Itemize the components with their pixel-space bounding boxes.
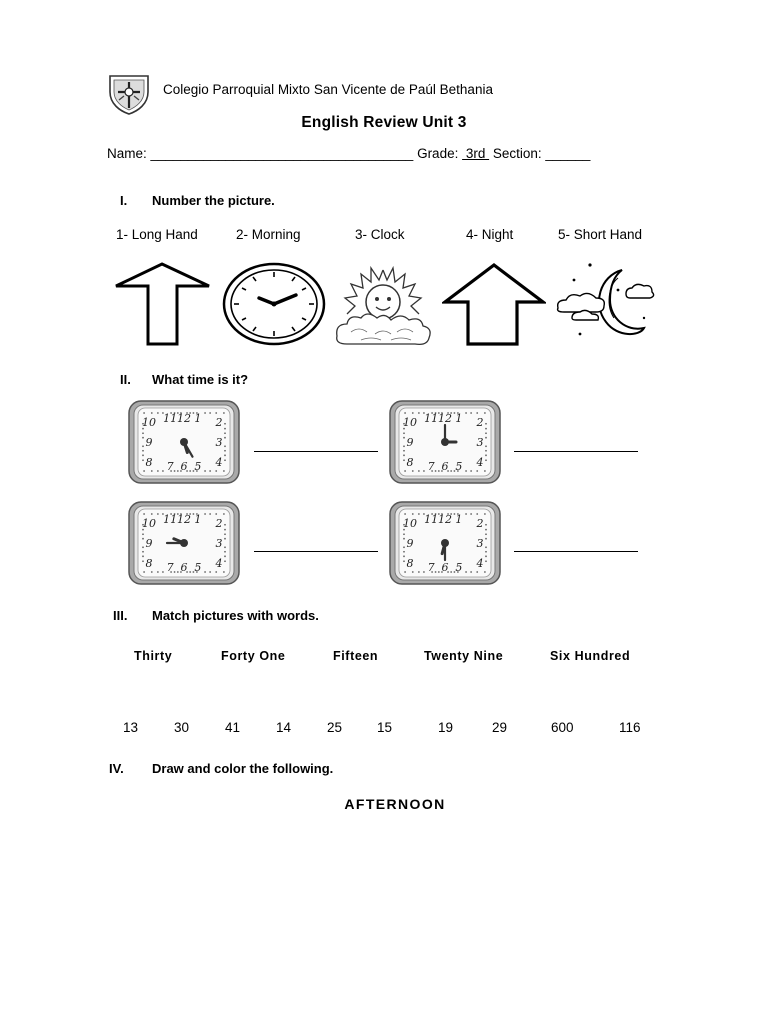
section-2-number: II.: [120, 372, 131, 387]
label-morning: 2- Morning: [236, 227, 301, 242]
clock-numeral: 8: [145, 456, 153, 470]
clock-numeral: 6: [180, 460, 188, 473]
clock-numeral: 6: [180, 561, 188, 574]
answer-line-1[interactable]: [254, 451, 378, 452]
afternoon-task: AFTERNOON: [344, 796, 446, 812]
name-label: Name:: [107, 146, 151, 161]
clock-numeral: 5: [194, 561, 202, 574]
section-4-number: IV.: [109, 761, 124, 776]
section-1-instruction: Number the picture.: [152, 193, 275, 208]
short-arrow-icon: [442, 262, 546, 346]
clock-numeral: 12: [438, 513, 452, 526]
clock-numeral: 11: [424, 513, 439, 526]
clock-numeral: 3: [215, 537, 223, 550]
grade-value[interactable]: 3rd: [462, 146, 490, 161]
clock-numeral: 9: [145, 537, 153, 550]
clock-icon: [222, 262, 326, 346]
section-blank[interactable]: ______: [545, 146, 591, 161]
number-19[interactable]: 19: [438, 720, 454, 735]
number-600[interactable]: 600: [551, 720, 574, 735]
clock-numeral: 3: [215, 436, 223, 449]
clock-svg: [128, 501, 240, 585]
clock-numeral: 9: [406, 537, 414, 550]
label-clock: 3- Clock: [355, 227, 405, 242]
number-25[interactable]: 25: [327, 720, 343, 735]
number-13[interactable]: 13: [123, 720, 139, 735]
clock-numeral: 8: [406, 557, 414, 571]
school-name: Colegio Parroquial Mixto San Vicente de Paúl Bethania: [163, 82, 493, 97]
clock-numeral: 4: [476, 557, 484, 571]
number-30[interactable]: 30: [174, 720, 190, 735]
clock-numeral: 7: [166, 460, 174, 473]
word-six-hundred[interactable]: Six Hundred: [550, 649, 631, 663]
clock-numeral: 11: [163, 412, 178, 425]
clock-numeral: 4: [215, 456, 223, 470]
clock-numeral: 11: [163, 513, 178, 526]
sun-icon: [331, 262, 435, 350]
school-crest-icon: [106, 70, 152, 116]
answer-line-4[interactable]: [514, 551, 638, 552]
word-fifteen[interactable]: Fifteen: [333, 649, 379, 663]
clock-face-3: [128, 501, 240, 585]
clock-numeral: 10: [403, 516, 417, 530]
page-title: English Review Unit 3: [301, 114, 467, 131]
clock-svg: [389, 501, 501, 585]
clock-numeral: 10: [142, 415, 156, 429]
clock-numeral: 12: [177, 513, 191, 526]
number-29[interactable]: 29: [492, 720, 508, 735]
clock-numeral: 8: [145, 557, 153, 571]
number-41[interactable]: 41: [225, 720, 241, 735]
grade-label: Grade:: [413, 146, 463, 161]
clock-numeral: 7: [427, 460, 435, 473]
clock-numeral: 7: [427, 561, 435, 574]
clock-numeral: 6: [441, 460, 449, 473]
name-blank[interactable]: ___________________________________: [150, 146, 414, 161]
clock-numeral: 9: [406, 436, 414, 449]
word-thirty[interactable]: Thirty: [134, 649, 173, 663]
number-116[interactable]: 116: [619, 720, 641, 735]
clock-numeral: 7: [166, 561, 174, 574]
answer-line-2[interactable]: [514, 451, 638, 452]
label-short-hand: 5- Short Hand: [558, 227, 643, 242]
clock-numeral: 5: [194, 460, 202, 473]
clock-numeral: 4: [215, 557, 223, 571]
clock-svg: [128, 400, 240, 484]
clock-numeral: 3: [476, 537, 484, 550]
clock-numeral: 12: [177, 412, 191, 425]
clock-numeral: 1: [455, 513, 463, 526]
section-2-instruction: What time is it?: [152, 372, 249, 387]
section-label: Section:: [489, 146, 546, 161]
clock-numeral: 2: [476, 516, 484, 530]
word-forty-one[interactable]: Forty One: [221, 649, 286, 663]
clock-numeral: 1: [194, 412, 202, 425]
label-night: 4- Night: [466, 227, 514, 242]
clock-numeral: 2: [215, 415, 223, 429]
clock-numeral: 2: [476, 415, 484, 429]
section-3-instruction: Match pictures with words.: [152, 608, 319, 623]
number-15[interactable]: 15: [377, 720, 393, 735]
clock-numeral: 11: [424, 412, 439, 425]
clock-face-1: [128, 400, 240, 484]
clock-svg: [389, 400, 501, 484]
clock-numeral: 1: [455, 412, 463, 425]
label-long-hand: 1- Long Hand: [116, 227, 198, 242]
clock-face-2: [389, 400, 501, 484]
section-3-number: III.: [113, 608, 128, 623]
clock-numeral: 10: [403, 415, 417, 429]
clock-numeral: 10: [142, 516, 156, 530]
clock-numeral: 1: [194, 513, 202, 526]
clock-numeral: 6: [441, 561, 449, 574]
number-14[interactable]: 14: [276, 720, 292, 735]
clock-numeral: 4: [476, 456, 484, 470]
clock-numeral: 12: [438, 412, 452, 425]
clock-numeral: 5: [455, 460, 463, 473]
clock-face-4: [389, 501, 501, 585]
clock-numeral: 2: [215, 516, 223, 530]
word-twenty-nine[interactable]: Twenty Nine: [424, 649, 504, 663]
long-arrow-icon: [112, 262, 212, 346]
answer-line-3[interactable]: [254, 551, 378, 552]
student-info-line: [107, 146, 590, 161]
clock-numeral: 9: [145, 436, 153, 449]
section-4-instruction: Draw and color the following.: [152, 761, 334, 776]
section-1-number: I.: [120, 193, 128, 208]
moon-night-icon: [552, 262, 660, 346]
clock-numeral: 3: [476, 436, 484, 449]
clock-numeral: 5: [455, 561, 463, 574]
clock-numeral: 8: [406, 456, 414, 470]
